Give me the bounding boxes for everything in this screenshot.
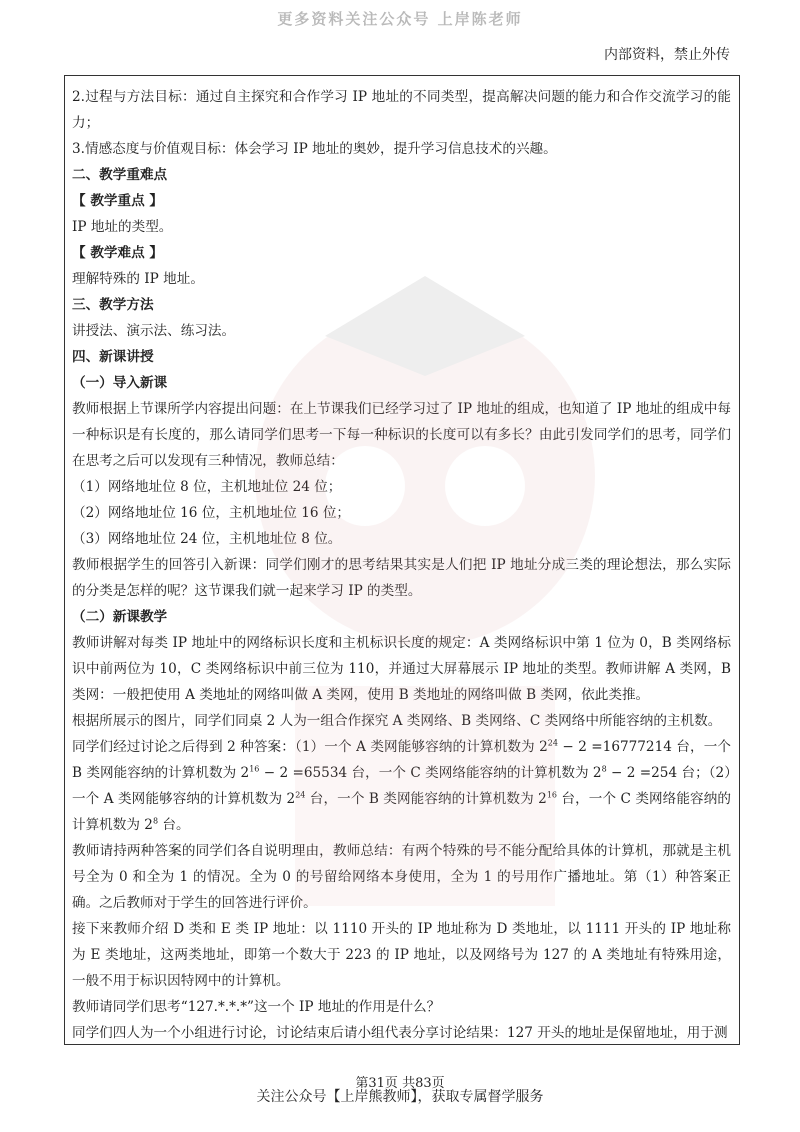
intro-paragraph: 教师根据上节课所学内容提出问题：在上节课我们已经学习过了 IP 地址的组成，也知道了 IP 地址的组成中每一种标识是有长度的，那么请同学们思考一下每一种标识的长度可以有多长？由此引发同学们的思考，同学们在思考之后可以发现有三种情况，教师总结：: [72, 401, 731, 469]
new-lesson-paragraph-4: 接下来教师介绍 D 类和 E 类 IP 地址：以 1110 开头的 IP 地址称为 D 类地址，以 1111 开头的 IP 地址称为 E 类地址，这两类地址，即第一个数大于 223 的 IP 地址，以及网络号为 127 的 A 类地址有特殊用途，一般不用于标识因特网中的计算机。: [72, 921, 731, 989]
new-lesson-paragraph-2: 根据所展示的图片，同学们同桌 2 人为一组合作探究 A 类网络、B 类网络、C 类网络中所能容纳的主机数。: [72, 713, 722, 729]
goal-process: 2.过程与方法目标：通过自主探究和合作学习 IP 地址的不同类型，提高解决问题的能力和合作交流学习的能力；: [72, 89, 731, 131]
exponent-8: 8: [601, 764, 607, 774]
new-lesson-paragraph-1: 教师讲解对每类 IP 地址中的网络标识长度和主机标识长度的规定：A 类网络标识中第 1 位为 0，B 类网络标识中前两位为 10，C 类网络标识中前三位为 110，并通过大屏幕展示 IP 地址的类型。教师讲解 A 类网，B 类网：一般把使用 A 类地址的网络叫做 A 类网，使用 B 类地址的网络叫做 B 类网，依此类推。: [72, 635, 731, 703]
calc-text-b: − 2 =16777214 台，一个 B 类网能容纳的计算机数为 2: [72, 739, 731, 781]
calculation-paragraph: [72, 734, 731, 838]
goal-emotion: 3.情感态度与价值观目标：体会学习 IP 地址的奥妙，提升学习信息技术的兴趣。: [72, 141, 557, 157]
calc-text-g: 台。: [158, 817, 190, 833]
calc-text-d: − 2 =254 台；（2）一个 A 类网能够容纳的计算机数为 2: [72, 765, 731, 807]
confidential-note: 内部资料，禁止外传: [604, 47, 730, 63]
case-item-1: （1）网络地址位 8 位，主机地址位 24 位；: [72, 479, 342, 495]
calc-text-a: 同学们经过讨论之后得到 2 种答案：（1）一个 A 类网能够容纳的计算机数为 2: [72, 739, 548, 755]
key-point-text: IP 地址的类型。: [72, 219, 173, 235]
content-frame: [64, 75, 740, 1045]
method-text: 讲授法、演示法、练习法。: [72, 323, 236, 339]
heading-key-point: 【 教学重点 】: [72, 193, 164, 209]
exponent-24: 24: [295, 790, 306, 800]
new-lesson-paragraph-6: 同学们四人为一个小组进行讨论，讨论结束后请小组代表分享讨论结果：127 开头的地址是保留地址，用于测: [72, 1025, 728, 1041]
exponent-16: 16: [546, 790, 557, 800]
new-lesson-paragraph-5: 教师请同学们思考“127.*.*.*”这一个 IP 地址的作用是什么？: [72, 999, 441, 1015]
page-number: 第31页 共83页: [355, 1076, 445, 1091]
document-body: [65, 76, 739, 1045]
heading-method: 三、教学方法: [72, 297, 154, 313]
heading-process: 四、新课讲授: [72, 349, 154, 365]
calc-text-f: 台，一个 C 类网络能容纳的计算机数为 2: [72, 791, 731, 833]
heading-new-lesson: （二）新课教学: [72, 609, 168, 625]
lead-in-paragraph: 教师根据学生的回答引入新课：同学们刚才的思考结果其实是人们把 IP 地址分成三类的理论想法，那么实际的分类是怎样的呢？这节课我们就一起来学习 IP 的类型。: [72, 557, 731, 599]
new-lesson-paragraph-3: 教师请持两种答案的同学们各自说明理由，教师总结：有两个特殊的号不能分配给具体的计算机，那就是主机号全为 0 和全为 1 的情况。全为 0 的号留给网络本身使用，全为 1 的号用作广播地址。第（1）种答案正确。之后教师对于学生的回答进行评价。: [72, 843, 731, 911]
footer-ad: 关注公众号【上岸熊教师】，获取专属督学服务: [256, 1089, 544, 1105]
calc-text-e: 台，一个 B 类网能容纳的计算机数为 2: [305, 791, 547, 807]
hard-point-text: 理解特殊的 IP 地址。: [72, 271, 204, 287]
case-item-3: （3）网络地址位 24 位，主机地址位 8 位。: [72, 531, 342, 547]
calc-text-c: − 2 =65534 台，一个 C 类网络能容纳的计算机数为 2: [259, 765, 602, 781]
heading-hard-point: 【 教学难点 】: [72, 245, 164, 261]
heading-intro: （一）导入新课: [72, 375, 168, 391]
exponent-8: 8: [152, 816, 159, 826]
heading-difficulty: 二、教学重难点: [72, 167, 168, 183]
exponent-16: 16: [249, 764, 260, 774]
case-item-2: （2）网络地址位 16 位，主机地址位 16 位；: [72, 505, 351, 521]
exponent-24: 24: [547, 738, 558, 748]
top-banner: 更多资料关注公众号 上岸陈老师: [277, 10, 523, 28]
